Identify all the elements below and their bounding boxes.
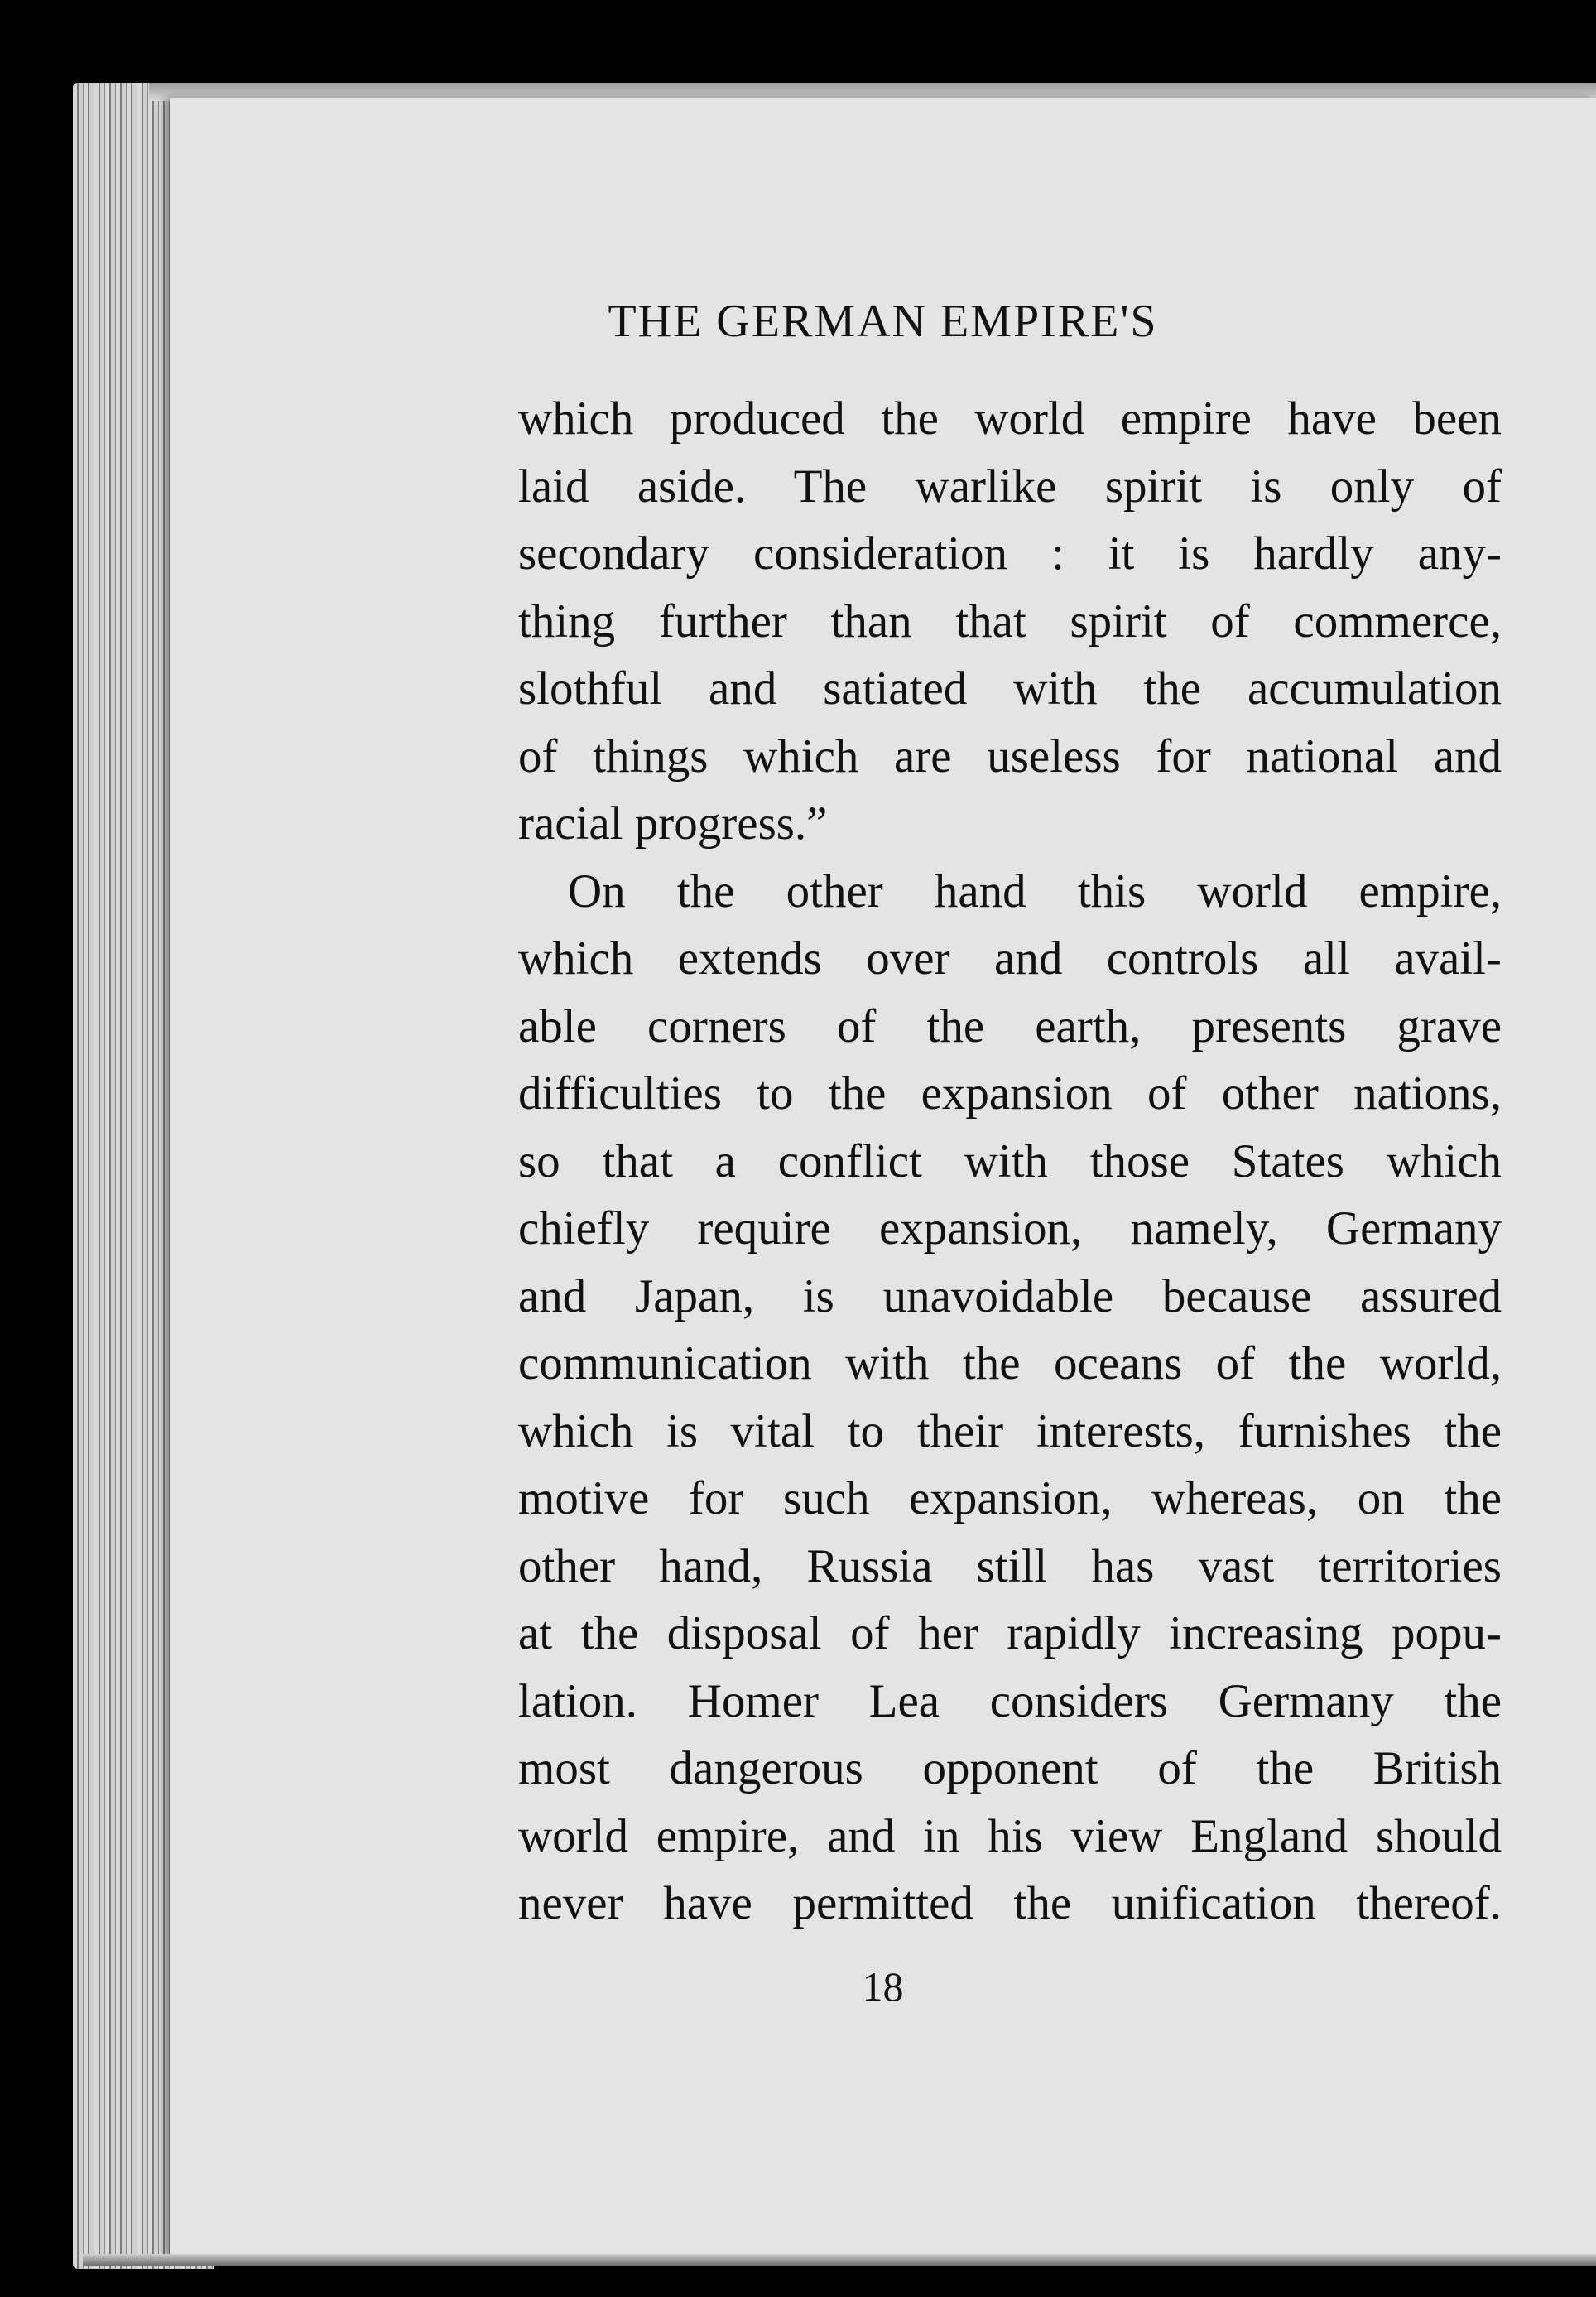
text-line: communication with the oceans of the world,: [518, 1337, 1502, 1389]
text-line: difficulties to the expansion of other nations,: [518, 1067, 1502, 1120]
text-line: thing further than that spirit of commerce,: [518, 595, 1502, 648]
text-line: able corners of the earth, presents grave: [518, 999, 1502, 1052]
text-line: which extends over and controls all avail-: [518, 932, 1502, 985]
text-line: lation. Homer Lea considers Germany the: [518, 1674, 1502, 1727]
page-bottom-edge: [83, 2254, 1596, 2266]
text-line: laid aside. The warlike spirit is only of: [518, 460, 1502, 513]
text-line: other hand, Russia still has vast territories: [518, 1539, 1502, 1592]
running-head: THE GERMAN EMPIRE'S: [608, 296, 1158, 347]
text-line: racial progress.”: [518, 797, 828, 850]
text-line: of things which are useless for national and: [518, 730, 1502, 783]
page-number: 18: [862, 1963, 904, 2010]
text-line: most dangerous opponent of the British: [518, 1742, 1502, 1794]
text-line: so that a conflict with those States which: [518, 1134, 1502, 1187]
text-line: which is vital to their interests, furnishes the: [518, 1404, 1502, 1457]
text-line: at the disposal of her rapidly increasing popu-: [518, 1607, 1502, 1659]
text-line: motive for such expansion, whereas, on the: [518, 1472, 1502, 1524]
text-line: slothful and satiated with the accumulation: [518, 662, 1502, 715]
body-text: [518, 385, 1502, 1938]
text-line: world empire, and in his view England should: [518, 1809, 1502, 1862]
text-line: which produced the world empire have been: [518, 392, 1502, 445]
text-line: and Japan, is unavoidable because assured: [518, 1269, 1502, 1322]
text-line: secondary consideration : it is hardly any-: [518, 527, 1502, 580]
text-line: chiefly require expansion, namely, Germany: [518, 1202, 1502, 1254]
text-line: On the other hand this world empire,: [568, 864, 1502, 917]
text-line: never have permitted the unification thereof.: [518, 1877, 1502, 1929]
